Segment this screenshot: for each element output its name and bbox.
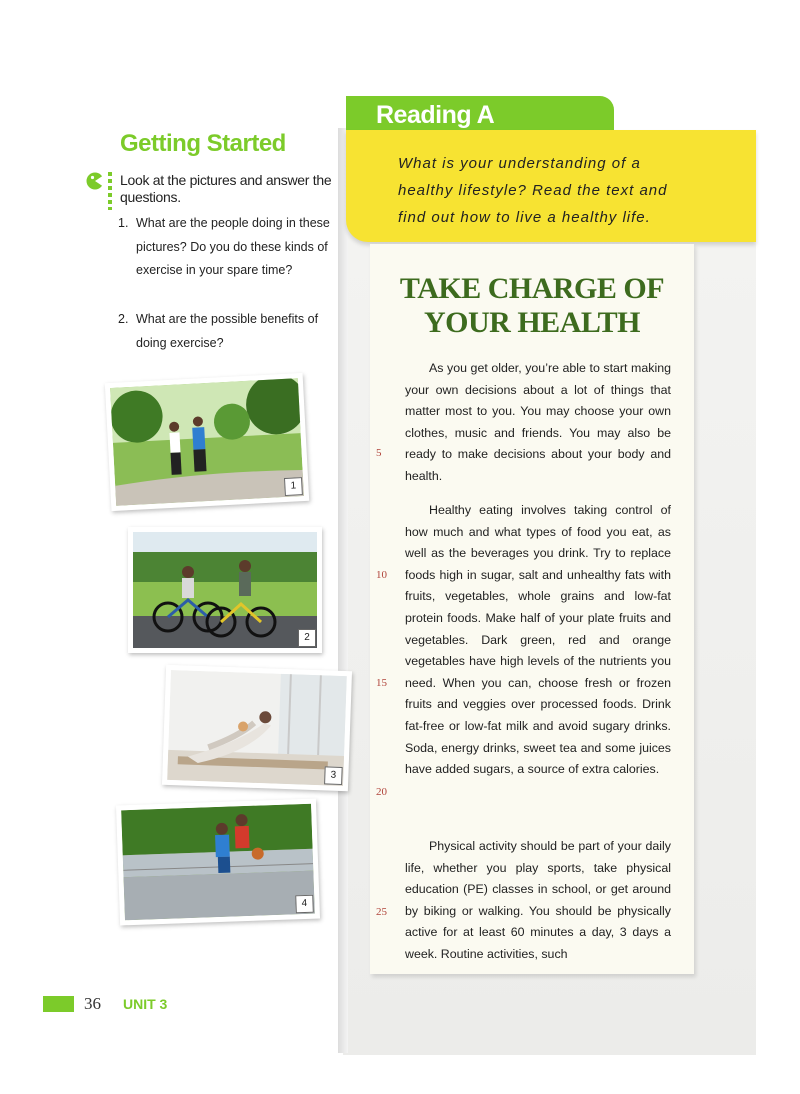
line-number: 10 (376, 569, 387, 581)
line-number: 5 (376, 447, 382, 459)
getting-started-title: Getting Started (120, 130, 286, 157)
photo-yoga (162, 665, 352, 791)
cycling-image (133, 532, 317, 648)
question-item (118, 212, 338, 283)
jogging-image (110, 378, 304, 506)
reading-tab-label: Reading A (376, 101, 495, 129)
question-number: 2. (118, 312, 129, 326)
yoga-image (167, 670, 347, 786)
photo-number: 2 (298, 629, 316, 647)
photo-basketball (116, 799, 320, 926)
intro-text: What is your understanding of a healthy lifestyle? Read the text and find out how to live a healthy life. (398, 155, 668, 226)
question-text: What are the people doing in these pictures? Do you do these kinds of exercise in your spare time? (136, 216, 330, 277)
article-paragraph-3: Physical activity should be part of your daily life, whether you play sports, take physical education (PE) classes in school, or get around by biking or walking. You should be physically active for at least 60 minutes a day, 3 days a week. Routine activities, such (405, 839, 671, 961)
page-number: 36 (84, 994, 101, 1013)
line-number: 25 (376, 906, 387, 918)
photo-number: 3 (324, 766, 343, 785)
unit-label: UNIT 3 (123, 996, 168, 1012)
footer-bar (43, 996, 74, 1012)
photo-cycling (128, 527, 322, 653)
line-number: 15 (376, 677, 387, 689)
photo-number: 1 (284, 477, 303, 496)
photo-number: 4 (295, 895, 314, 914)
question-item (118, 308, 338, 355)
article-title-line-1: TAKE CHARGE OF (399, 272, 665, 305)
photo-jogging (105, 373, 309, 511)
article-paragraph-1: As you get older, you’re able to start making your own decisions about a lot of things that matter most to you. You may choose your own clothes, music and friends. You may also be ready to make decisions about your body and health. (405, 361, 671, 483)
article-title (370, 272, 694, 340)
question-text: What are the possible benefits of doing exercise? (136, 312, 319, 350)
line-number: 20 (376, 786, 387, 798)
getting-started-instruction: Look at the pictures and answer the questions. (120, 172, 332, 205)
basketball-image (121, 804, 315, 921)
dotted-divider (108, 172, 112, 210)
question-number: 1. (118, 216, 129, 230)
speech-bubble-icon (86, 172, 104, 190)
article-paragraph-2: Healthy eating involves taking control of how much and what types of food you eat, as well as the beverages you drink. Try to replace foods high in sugar, salt and unhealthy fats with fruits, vegetables, whole grains and low-fat protein foods. Make half of your plate fruits and vegetables. Dark green, red and orange vegetables have high levels of the nutrients you need. When you can, choose fresh or frozen fruits and veggies over processed foods. Drink fat-free or low-fat milk and avoid sugary drinks. Soda, energy drinks, sweet tea and some juices have added sugars, a source of extra calories. (405, 503, 671, 777)
article-title-line-2: YOUR HEALTH (424, 306, 640, 339)
page-gutter (338, 128, 348, 1053)
